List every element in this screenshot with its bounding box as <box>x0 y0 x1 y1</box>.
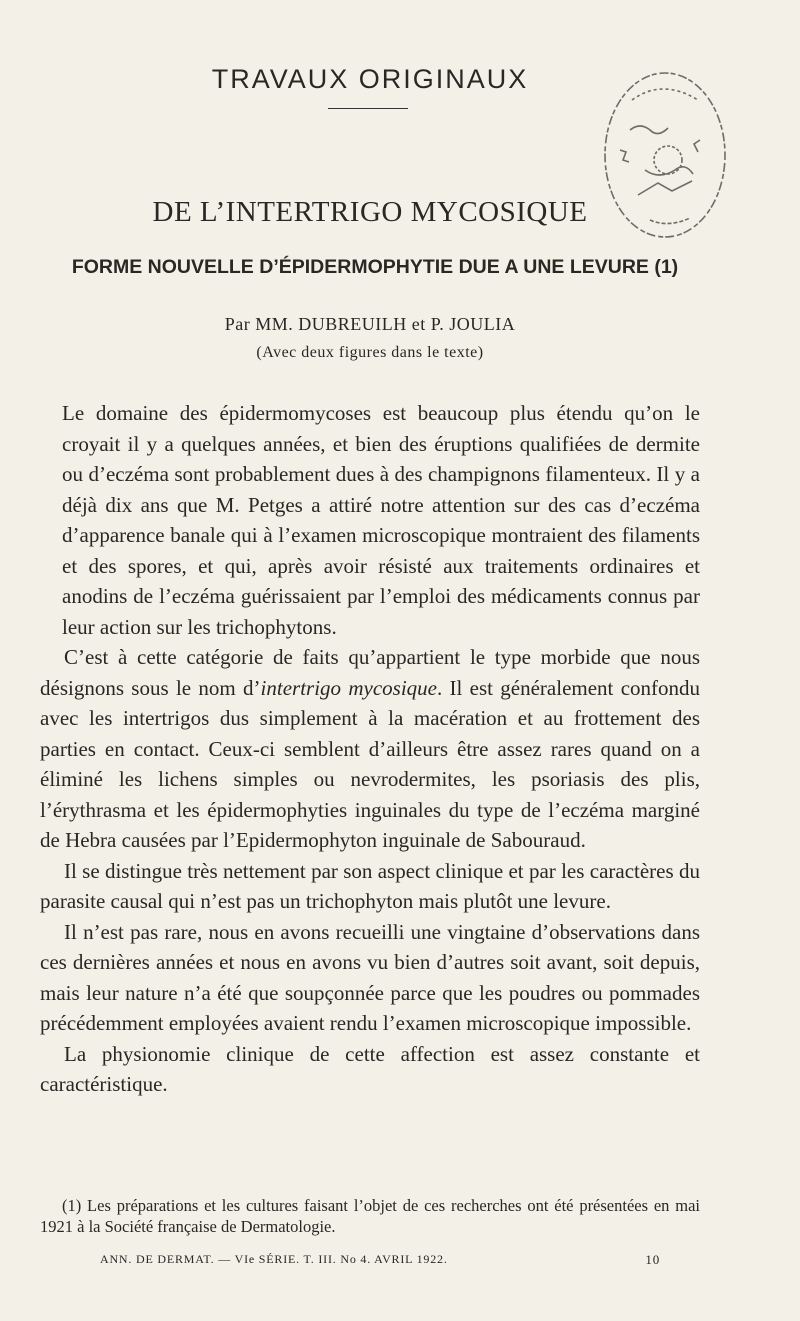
paragraph-2-text: C’est à cette catégorie de faits qu’appartient le type morbide que nous désignons sous le nom d’ <box>40 645 700 700</box>
paragraph-4: Il n’est pas rare, nous en avons recueilli une vingtaine d’observations dans ces dernières années et nous en avons vu bien d’autres soit avant, soit depuis, mais leur nature n’a été que soupçonnée parce que les poudres ou pommades précédemment employées avaient rendu l’examen microscopique impossible. <box>40 919 700 1035</box>
paragraph-2-text-end: . Il est généralement confondu avec les intertrigos dus simplement à la macération et au frottement des parties en contact. Ceux-ci semblent d’ailleurs être assez rares quand on a éliminé les lichens simples ou nevrodermites, les psoriasis des plis, l’érythrasma et les épidermophyties inguinales du type de l’eczéma marginé de Hebra causées par l’Epidermophyton inguinale de Sabouraud. <box>40 675 701 852</box>
paragraph-2-italic: intertrigo mycosique <box>260 675 437 700</box>
footnote: (1) Les préparations et les cultures faisant l’objet de ces recherches ont été présentées en mai 1921 à la Société française de Dermatologie. <box>40 1196 700 1236</box>
section-header: TRAVAUX ORIGINAUX <box>211 64 529 94</box>
figures-note: (Avec deux figures dans le texte) <box>256 344 484 361</box>
paragraph-2 <box>40 642 700 856</box>
paragraph-1: Le domaine des épidermomycoses est beaucoup plus étendu qu’on le croyait il y a quelques années, et bien des éruptions qualifiées de dermite ou d’eczéma sont probablement dues à des champignons filamenteux. Il y a déjà dix ans que M. Petges a attiré notre attention sur des cas d’eczéma d’apparence banale qui à l’examen microscopique montraient des filaments et des spores, et qui, après avoir résisté aux traitements ordinaires et anodins de l’eczéma guérissaient par l’emploi des médicaments connus par leur action sur les trichophytons. <box>62 401 700 639</box>
journal-reference: ANN. DE DERMAT. — VIe SÉRIE. T. III. No 4. AVRIL 1922. <box>100 1252 448 1266</box>
page-number: 10 <box>645 1252 660 1267</box>
paragraph-3: Il se distingue très nettement par son aspect clinique et par les caractères du parasite causal qui n’est pas un trichophyton mais plutôt une levure. <box>40 858 700 913</box>
header-rule <box>328 108 408 109</box>
authors-line: Par MM. DUBREUILH et P. JOULIA <box>224 314 516 334</box>
article-subtitle: FORME NOUVELLE D’ÉPIDERMOPHYTIE DUE A UNE LEVURE (1) <box>71 256 679 278</box>
running-footer <box>100 1252 660 1268</box>
article-body <box>40 398 700 1100</box>
article-title: DE L’INTERTRIGO MYCOSIQUE <box>152 196 588 228</box>
paragraph-5: La physionomie clinique de cette affection est assez constante et caractéristique. <box>40 1041 700 1096</box>
